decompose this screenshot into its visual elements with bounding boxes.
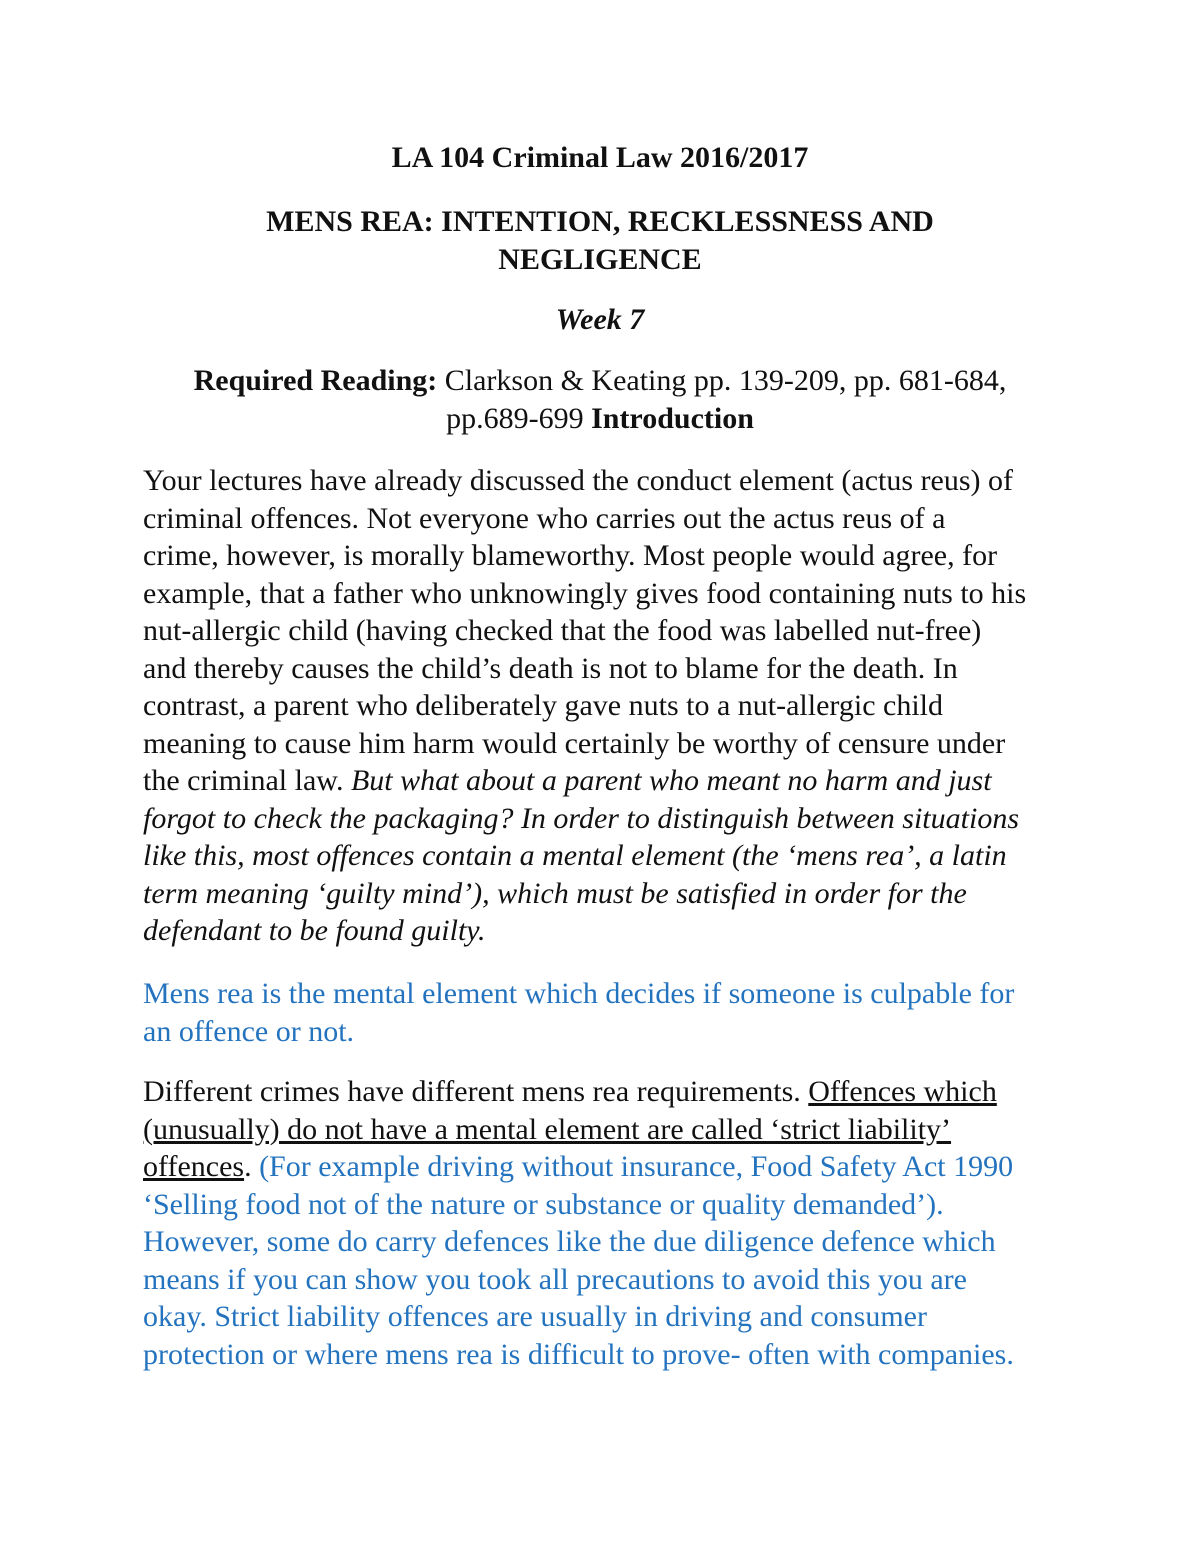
intro-paragraph <box>143 462 1083 950</box>
italic-paragraph-line: term meaning ‘guilty mind’), which must be satisfied in order for the <box>143 876 967 910</box>
required-reading <box>0 362 1200 438</box>
paragraph-line: meaning to cause him harm would certainly be worthy of censure under <box>143 726 1006 760</box>
required-reading-line-1 <box>0 362 1200 400</box>
required-reading-pages-2: pp.689-699 <box>446 402 592 435</box>
note-line: Mens rea is the mental element which decides if someone is culpable for <box>143 977 1015 1010</box>
topic-heading-line-2: NEGLIGENCE <box>498 243 702 276</box>
paragraph-line: crime, however, is morally blameworthy. Most people would agree, for <box>143 539 998 572</box>
note-line: means if you can show you took all precautions to avoid this you are <box>143 1262 967 1296</box>
topic-heading-line-1: MENS REA: INTENTION, RECKLESSNESS AND <box>266 205 934 238</box>
italic-paragraph-line: like this, most offences contain a mental element (the ‘mens rea’, a latin <box>143 839 1007 872</box>
topic-heading <box>0 203 1200 279</box>
paragraph-line <box>143 1148 1083 1186</box>
paragraph-line: Your lectures have already discussed the conduct element (actus reus) of <box>143 464 1013 497</box>
strict-liability-paragraph <box>143 1073 1083 1373</box>
note-line: protection or where mens rea is difficult to prove- often with companies. <box>143 1337 1014 1371</box>
week-label: Week 7 <box>555 303 645 336</box>
italic-question-text: But what about a parent who meant no harm and just <box>350 764 992 797</box>
paragraph-text: . <box>244 1150 260 1183</box>
note-line: ‘Selling food not of the nature or substance or quality demanded’). <box>143 1187 944 1221</box>
paragraph-line: contrast, a parent who deliberately gave nuts to a nut-allergic child <box>143 689 943 722</box>
note-text: (For example driving without insurance, Food Safety Act 1990 <box>259 1150 1014 1183</box>
note-line: okay. Strict liability offences are usually in driving and consumer <box>143 1300 927 1333</box>
required-reading-pages-1: Clarkson & Keating pp. 139-209, pp. 681-684, <box>437 364 1007 397</box>
paragraph-text: the criminal law. <box>143 764 351 797</box>
mens-rea-note <box>143 975 1083 1050</box>
paragraph-line <box>143 1073 1083 1111</box>
paragraph-line: nut-allergic child (having checked that the food was labelled nut-free) <box>143 614 982 647</box>
italic-paragraph-line: forgot to check the packaging? In order to distinguish between situations <box>143 801 1019 835</box>
required-reading-line-2 <box>0 400 1200 438</box>
underlined-text: (unusually) do not have a mental element are called ‘strict liability’ <box>143 1112 952 1146</box>
italic-paragraph-line: defendant to be found guilty. <box>143 914 486 947</box>
course-title: LA 104 Criminal Law 2016/2017 <box>391 141 809 174</box>
paragraph-line: example, that a father who unknowingly gives food containing nuts to his <box>143 576 1027 610</box>
introduction-heading: Introduction <box>591 402 754 435</box>
required-reading-label: Required Reading: <box>193 364 438 397</box>
note-line: However, some do carry defences like the due diligence defence which <box>143 1225 996 1258</box>
note-line: an offence or not. <box>143 1014 355 1048</box>
paragraph-line <box>143 762 1083 800</box>
underlined-text: Offences which <box>808 1075 997 1108</box>
paragraph-text: Different crimes have different mens rea requirements. <box>143 1075 809 1108</box>
paragraph-line: and thereby causes the child’s death is not to blame for the death. In <box>143 651 958 685</box>
paragraph-line: criminal offences. Not everyone who carries out the actus reus of a <box>143 501 946 535</box>
underlined-text: offences <box>143 1150 245 1183</box>
